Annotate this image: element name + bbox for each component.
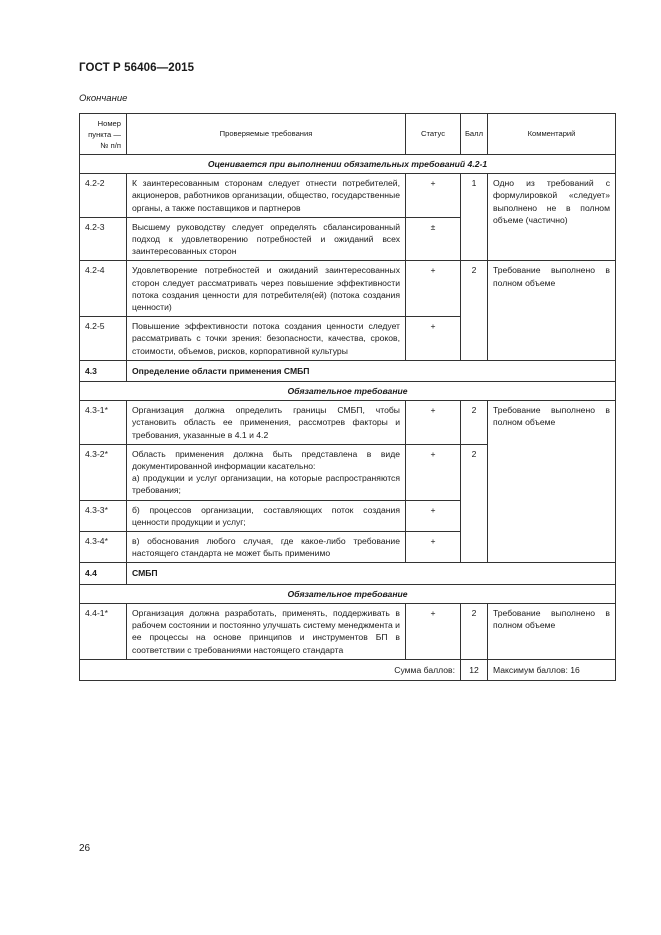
banner-text: Оценивается при выполнении обязательных требований 4.2-1 [80,155,616,174]
row-status: + [406,444,461,500]
row-requirement: б) процессов организации, составляющих поток создания ценности продукции и услуг; [127,500,406,531]
section-number: 4.3 [80,360,127,381]
banner-row [80,155,616,174]
row-status: + [406,174,461,218]
mandatory-label: Обязательное требование [80,382,616,401]
column-header-number: Номер пункта — № п/п [80,114,127,155]
row-status: + [406,317,461,361]
table-caption: Окончание [79,93,128,104]
row-number: 4.2-4 [80,261,127,317]
row-requirement: Организация должна разработать, применять, поддерживать в рабочем состоянии и постоянно улучшать систему менеджмента и ее процессы на основе принципов и инструментов БП в соответствии с требованиями настоящего стандарта [127,603,406,659]
row-requirement: Удовлетворение потребностей и ожиданий заинтересованных сторон следует рассматривать через повышение эффективности потока создания ценности для потребителя(ей) (потока создания ценности) [127,261,406,317]
row-number: 4.3-2* [80,444,127,500]
row-number: 4.2-2 [80,174,127,218]
row-status: + [406,603,461,659]
table-row [80,174,616,218]
row-comment: Требование выполнено в полном объеме [488,401,616,563]
row-status: + [406,261,461,317]
row-number: 4.2-3 [80,217,127,261]
row-requirement: Повышение эффективности потока создания ценности следует рассматривать с точки зрения: безопасности, качества, сроков, стоимости, объемов, рисков, корпоративной культуры [127,317,406,361]
document-code: ГОСТ Р 56406—2015 [79,62,195,74]
row-requirement: К заинтересованным сторонам следует отнести потребителей, акционеров, работников организации, общество, государственные органы, а также поставщиков и партнеров [127,174,406,218]
column-header-comment: Комментарий [488,114,616,155]
row-status: + [406,500,461,531]
section-title: СМБП [127,563,616,584]
table-row [80,603,616,659]
section-title: Определение области применения СМБП [127,360,616,381]
total-label: Сумма баллов: [80,659,461,680]
row-score: 2 [461,261,488,360]
row-number: 4.3-3* [80,500,127,531]
section-row-4-3 [80,360,616,381]
total-score: 12 [461,659,488,680]
row-requirement: в) обоснования любого случая, где какое-либо требование настоящего стандарта не может быть применимо [127,532,406,563]
table-row [80,261,616,317]
row-requirement: Организация должна определить границы СМБП, чтобы установить область ее применения, рассмотрев факторы и требования, указанные в 4.1 и 4.2 [127,401,406,445]
row-score: 2 [461,444,488,563]
row-comment: Одно из требований с формулировкой «следует» выполнено не в полном объеме (частично) [488,174,616,261]
row-number: 4.3-1* [80,401,127,445]
table-header-row [80,114,616,155]
page-number: 26 [79,843,91,854]
row-number: 4.2-5 [80,317,127,361]
mandatory-label: Обязательное требование [80,584,616,603]
requirements-table [79,113,616,681]
row-comment: Требование выполнено в полном объеме [488,261,616,360]
row-status: + [406,532,461,563]
row-requirement: Область применения должна быть представлена в виде документированной информации касательно: а) продукции и услуг организации, на которые распространяются требования; [127,444,406,500]
row-score: 2 [461,401,488,445]
mandatory-row [80,382,616,401]
row-score: 1 [461,174,488,261]
row-number: 4.3-4* [80,532,127,563]
column-header-status: Статус [406,114,461,155]
row-number: 4.4-1* [80,603,127,659]
section-row-4-4 [80,563,616,584]
row-score: 2 [461,603,488,659]
mandatory-row [80,584,616,603]
column-header-requirements: Проверяемые требования [127,114,406,155]
row-requirement: Высшему руководству следует определять сбалансированный подход к удовлетворению потребностей и ожиданий всех заинтересованных сторон [127,217,406,261]
table-row [80,401,616,445]
column-header-score: Балл [461,114,488,155]
total-row [80,659,616,680]
row-status: + [406,401,461,445]
max-score: Максимум баллов: 16 [488,659,616,680]
row-comment: Требование выполнено в полном объеме [488,603,616,659]
section-number: 4.4 [80,563,127,584]
row-status: ± [406,217,461,261]
